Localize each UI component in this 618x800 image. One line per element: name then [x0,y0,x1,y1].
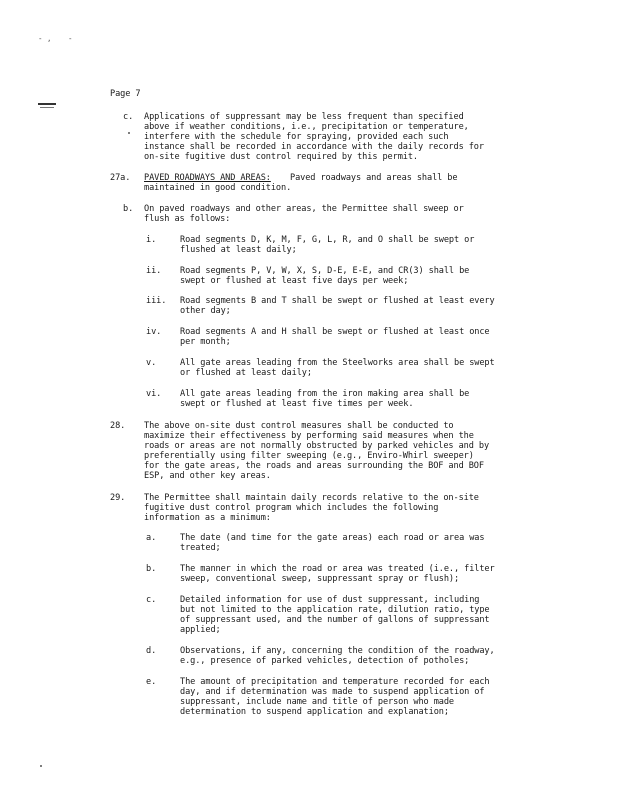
item-label: d. [146,646,157,656]
paragraph-line: roads or areas are not normally obstructed by parked vehicles and by [144,441,490,451]
paragraph-line: The date (and time for the gate areas) each road or area was [180,533,485,543]
scan-speck [128,132,130,134]
item-label: c. [146,595,157,605]
paragraph-line: Road segments A and H shall be swept or flushed at least once [180,327,490,337]
page-header: Page 7 [110,89,141,99]
section-heading: PAVED ROADWAYS AND AREAS: [144,173,271,183]
item-label: vi. [146,389,162,399]
margin-smudge [38,103,56,105]
paragraph-line: instance shall be recorded in accordance with the daily records for [144,142,484,152]
paragraph-line: Detailed information for use of dust suppressant, including [180,595,480,605]
item-label: b. [123,204,134,214]
paragraph-line: interfere with the schedule for spraying, provided each such [144,132,449,142]
paragraph-line: applied; [180,625,221,635]
paragraph-line: The manner in which the road or area was treated (i.e., filter [180,564,495,574]
paragraph-line: fugitive dust control program which includes the following [144,503,439,513]
item-label: e. [146,677,157,687]
section-label: 29. [110,493,126,503]
paragraph-line: suppressant, include name and title of person who made [180,697,454,707]
paragraph-line: for the gate areas, the roads and areas surrounding the BOF and BOF [144,461,484,471]
paragraph-line: ESP, and other key areas. [144,471,271,481]
paragraph-line: The amount of precipitation and temperature recorded for each [180,677,490,687]
margin-smudge [40,107,54,108]
paragraph-line: swept or flushed at least five times per week. [180,399,414,409]
paragraph-line: Road segments B and T shall be swept or flushed at least every [180,296,495,306]
paragraph-line: Road segments P, V, W, X, S, D-E, E-E, and CR(3) shall be [180,266,470,276]
paragraph-line: All gate areas leading from the Steelworks area shall be swept [180,358,495,368]
paragraph-line: The Permittee shall maintain daily records relative to the on-site [144,493,479,503]
paragraph-line: other day; [180,306,231,316]
paragraph-line: treated; [180,543,221,553]
item-label: b. [146,564,157,574]
item-label: iv. [146,327,162,337]
paragraph-line: of suppressant used, and the number of gallons of suppressant [180,615,490,625]
paragraph-line: Paved roadways and areas shall be [290,173,458,183]
paragraph-line: All gate areas leading from the iron making area shall be [180,389,470,399]
paragraph-line: day, and if determination was made to suspend application of [180,687,485,697]
paragraph-line: maximize their effectiveness by performing said measures when the [144,431,474,441]
corner-mark: - , [38,34,52,43]
paragraph-line: sweep, conventional sweep, suppressant spray or flush); [180,574,460,584]
item-label: i. [146,235,157,245]
paragraph-line: e.g., presence of parked vehicles, detection of potholes; [180,656,470,666]
section-label: 28. [110,421,126,431]
paragraph-line: information as a minimum: [144,513,271,523]
item-label: a. [146,533,157,543]
item-label: c. [123,112,134,122]
paragraph-line: on-site fugitive dust control required by this permit. [144,152,418,162]
paragraph-line: above if weather conditions, i.e., precipitation or temperature, [144,122,469,132]
paragraph-line: flush as follows: [144,214,231,224]
paragraph-line: per month; [180,337,231,347]
item-label: iii. [146,296,167,306]
item-label: v. [146,358,157,368]
paragraph-line: or flushed at least daily; [180,368,312,378]
section-label: 27a. [110,173,131,183]
item-label: ii. [146,266,162,276]
paragraph-line: On paved roadways and other areas, the Permittee shall sweep or [144,204,464,214]
scan-speck [40,765,42,767]
paragraph-line: swept or flushed at least five days per week; [180,276,409,286]
corner-mark: - [68,34,73,43]
paragraph-line: The above on-site dust control measures shall be conducted to [144,421,454,431]
paragraph-line: Road segments D, K, M, F, G, L, R, and O shall be swept or [180,235,475,245]
paragraph-line: but not limited to the application rate, dilution ratio, type [180,605,490,615]
paragraph-line: Applications of suppressant may be less frequent than specified [144,112,464,122]
paragraph-line: maintained in good condition. [144,183,292,193]
paragraph-line: preferentially using filter sweeping (e.g., Enviro-Whirl sweeper) [144,451,474,461]
paragraph-line: determination to suspend application and explanation; [180,707,449,717]
paragraph-line: flushed at least daily; [180,245,297,255]
paragraph-line: Observations, if any, concerning the condition of the roadway, [180,646,495,656]
